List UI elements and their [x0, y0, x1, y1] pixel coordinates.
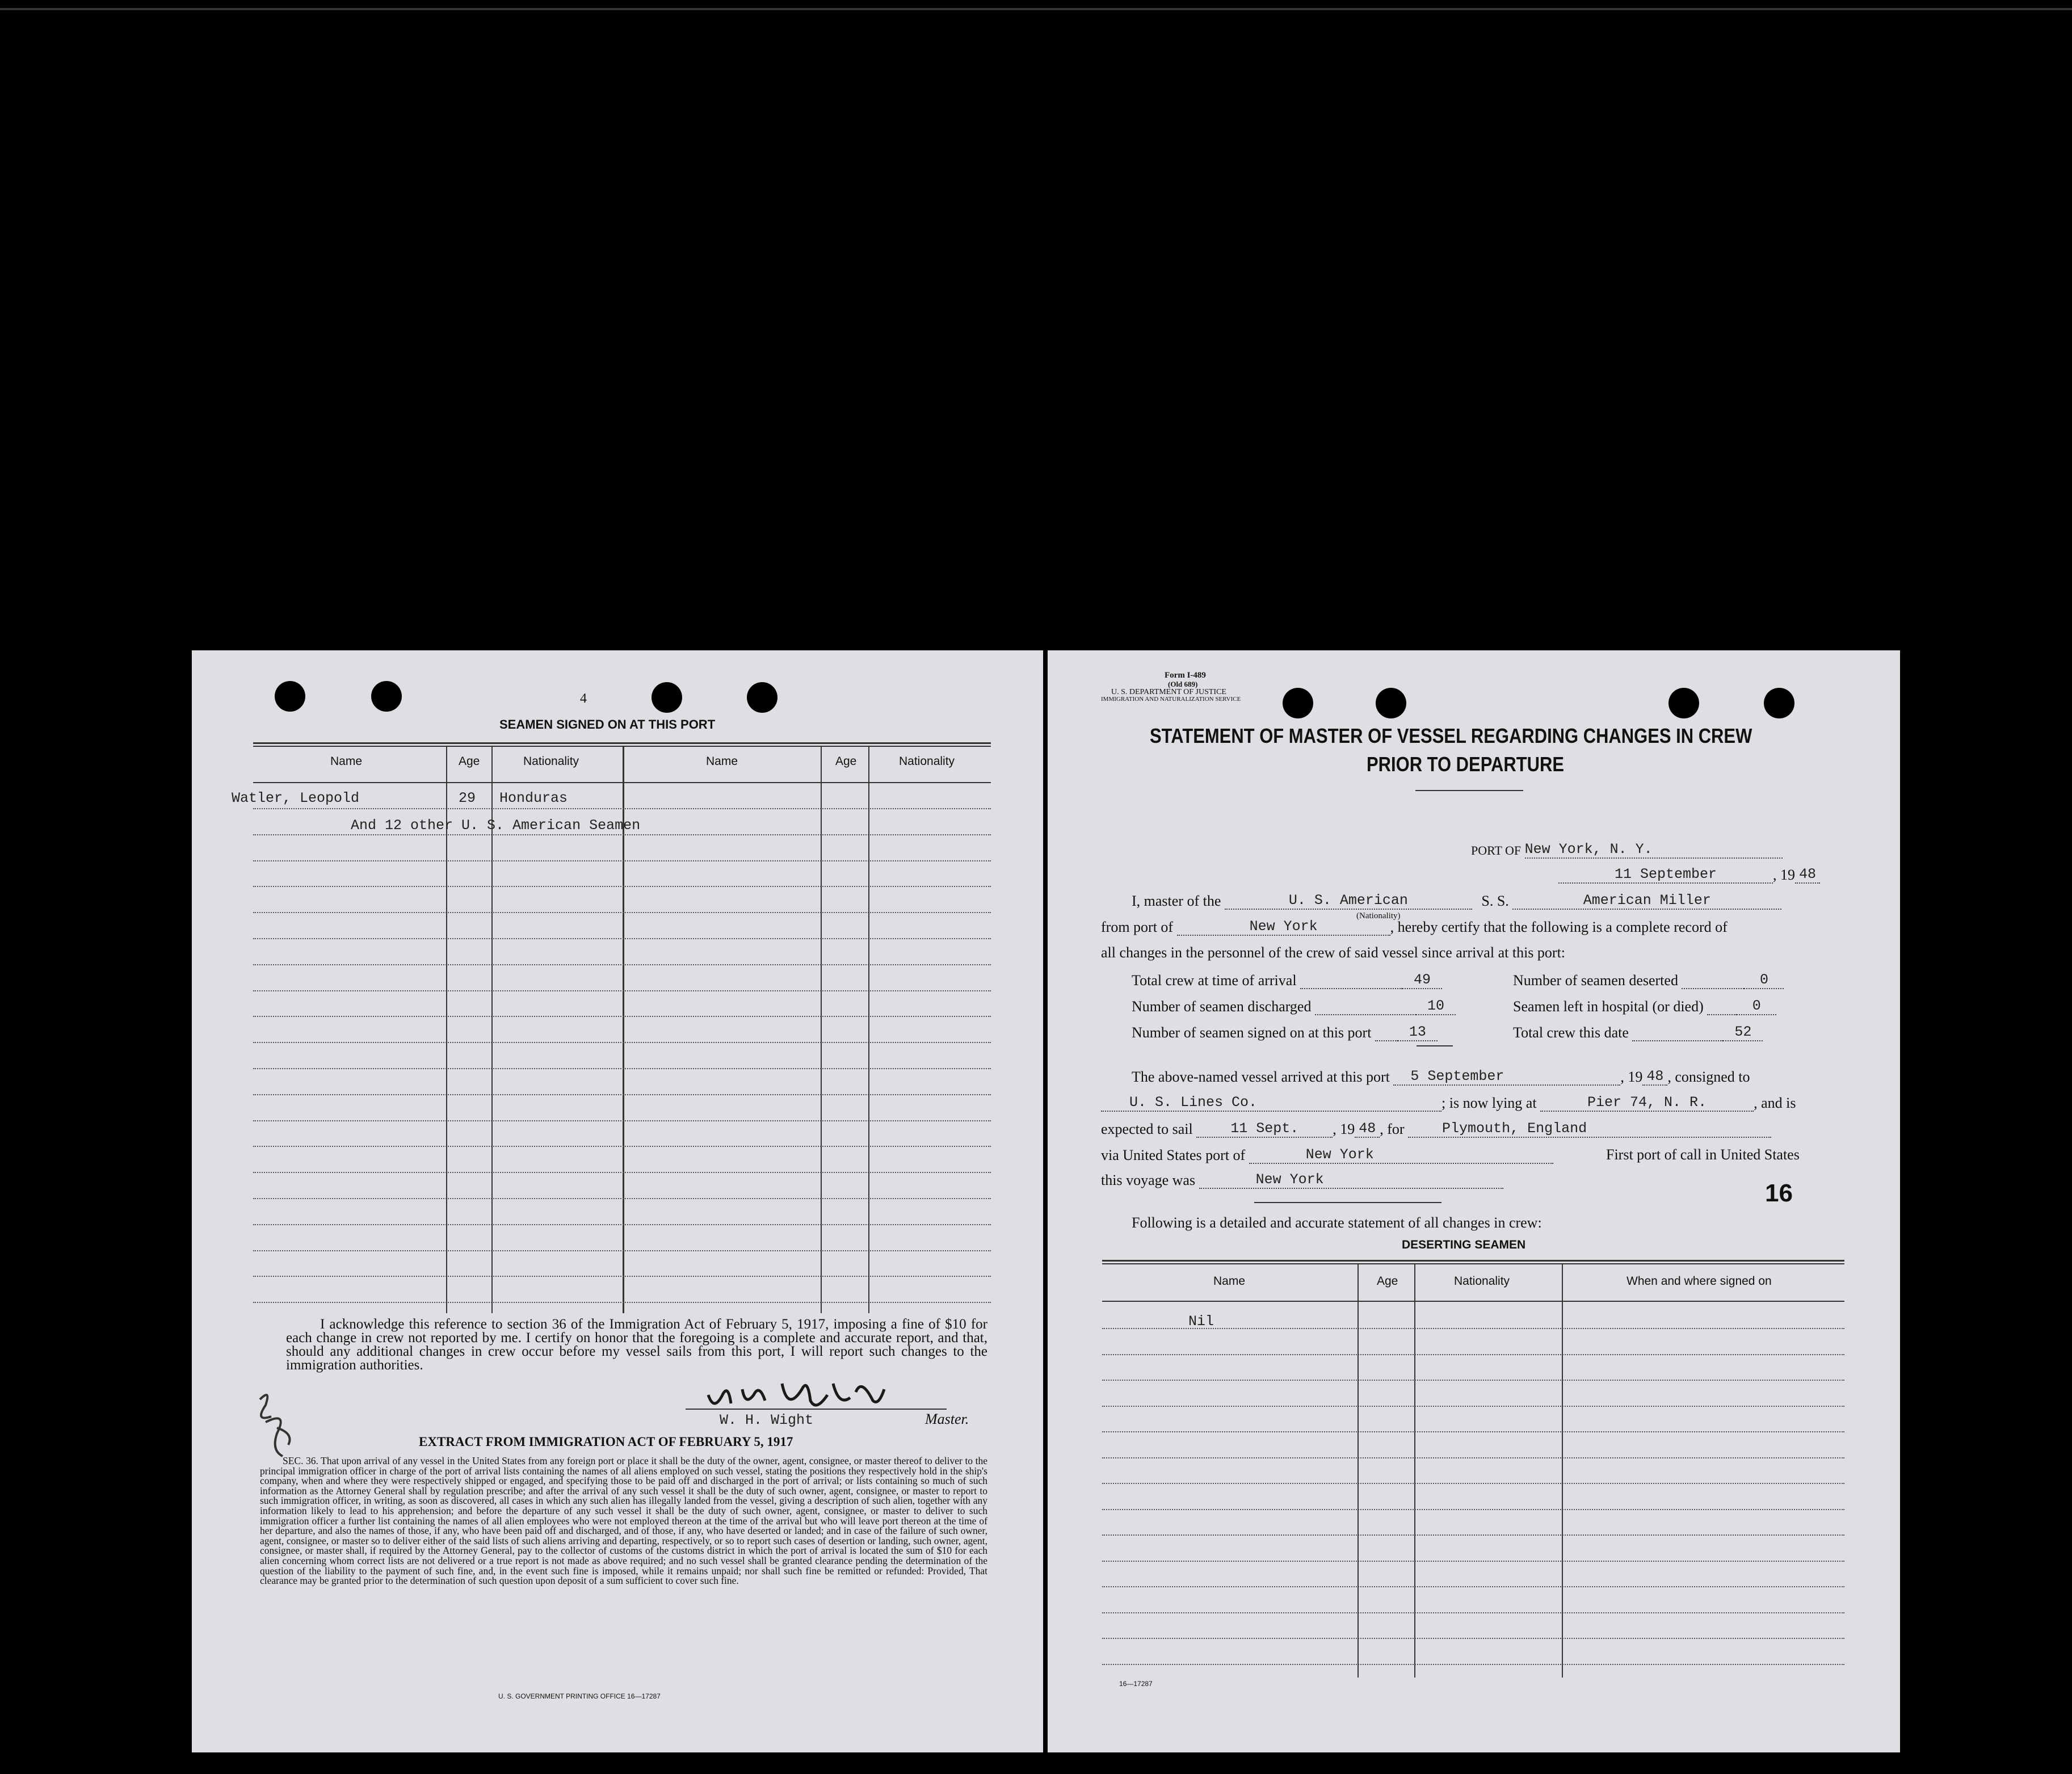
table-row-rule	[253, 1302, 991, 1303]
table-row-rule	[1102, 1638, 1844, 1639]
consignee-line	[1101, 1094, 1796, 1112]
port-label: PORT OF	[1471, 843, 1522, 857]
extract-title: EXTRACT FROM IMMIGRATION ACT OF FEBRUARY 5, 1917	[419, 1435, 793, 1449]
form-old: (Old 689)	[1168, 680, 1198, 688]
stat-label: Total crew this date	[1513, 1024, 1629, 1041]
form-number: Form I-489	[1165, 671, 1206, 680]
year-prefix: 19	[1780, 867, 1795, 883]
table-row-rule	[1102, 1354, 1844, 1355]
page-number: 4	[580, 691, 587, 706]
row-note: And 12 other U. S. American Seamen	[351, 817, 641, 834]
nationality-value: U. S. American	[1225, 892, 1472, 910]
arrived-line: The above-named vessel arrived at this port 5 September , 19 48 , consigned to	[1132, 1068, 1750, 1085]
master-label: Master.	[925, 1411, 969, 1427]
row-age: 29	[459, 790, 476, 806]
deserting-title: DESERTING SEAMEN	[1402, 1238, 1526, 1251]
year-prefix: 19	[1628, 1069, 1643, 1085]
port-line	[1471, 841, 1783, 859]
table-row-rule	[1102, 1612, 1844, 1613]
table-row-rule	[253, 1250, 991, 1251]
col-divider	[868, 746, 869, 1313]
for-label: , for	[1380, 1121, 1405, 1137]
extract-text: SEC. 36. That upon arrival of any vessel in the United States from any foreign port or place it shall be the duty of the owner, agent, consignee, or master thereof to deliver to the principal immigration officer in charge of the port of arrival lists containing the names of all aliens employed on such vessel, stating the positions they respectively hold in the ship's company, when and where they were respectively shipped or engaged, and specifying those to be paid off and discharged in the port of arrival; or lists containing so much of such information as the Attorney General shall by regulation prescribe; and after the arrival of any such vessel it shall be the duty of such owner, agent, consignee, or master to report to such immigration officer, in writing, as soon as discovered, all cases in which any such alien has illegally landed from the vessel, giving a description of such alien, together with any information likely to lead to his apprehension; and before the departure of any such vessel it shall be the duty of such owner, agent, consignee, or master to deliver to such immigration officer a further list containing the names of all alien employees who were not employed thereon at the time of the arrival but who will leave port thereon at the time of her departure, and also the names of those, if any, who have been paid off and discharged, and of those, if any, who have deserted or landed; and in case of the failure of such owner, agent, consignee, or master so to deliver either of the said lists of such aliens arriving and departing, respectively, or so to report such cases of desertion or landing, such owner, agent, consignee, or master shall, if required by the Attorney General, pay to the collector of customs of the customs district in which the port of arrival is located the sum of $10 for each alien concerning whom correct lists are not delivered or a true report is not made as above required; and no such vessel shall be granted clearance pending the determination of the question of the liability to the payment of such fine, and, in the event such fine is imposed, while it remains unpaid; nor shall such fine be remitted or refunded: Provided, That clearance may be granted prior to the determination of such question upon deposit of a sum sufficient to cover such fine.	[260, 1455, 987, 1587]
master-signature	[703, 1372, 890, 1418]
col-header-age: Age	[1377, 1275, 1398, 1288]
col-header-name: Name	[706, 755, 738, 768]
table-row-rule	[1102, 1483, 1844, 1484]
punch-hole	[652, 682, 682, 713]
from-port-line	[1101, 918, 1728, 936]
scan-top-edge	[0, 8, 2072, 10]
stat-signed-on	[1132, 1024, 1438, 1041]
col-divider	[821, 746, 822, 1313]
master-name: W. H. Wight	[720, 1412, 814, 1428]
consigned-label: , consigned to	[1667, 1069, 1750, 1085]
form-title-line2: PRIOR TO DEPARTURE	[1367, 753, 1565, 776]
sail-year: 48	[1355, 1120, 1380, 1138]
initials-mark	[249, 1388, 311, 1462]
col-header-age: Age	[459, 755, 480, 768]
table-row-rule	[253, 886, 991, 887]
stat-total-arrival	[1132, 972, 1442, 989]
section-title: SEAMEN SIGNED ON AT THIS PORT	[499, 717, 716, 732]
stamp-number: 16	[1765, 1179, 1793, 1207]
voyage-line	[1101, 1171, 1503, 1189]
punch-hole	[1376, 688, 1406, 718]
table-row-rule	[1102, 1457, 1844, 1458]
printer-mark: U. S. GOVERNMENT PRINTING OFFICE 16—17287	[498, 1692, 661, 1700]
port-value: New York, N. Y.	[1525, 841, 1783, 859]
arrived-year: 48	[1642, 1068, 1667, 1086]
stats-rule	[1417, 1045, 1453, 1046]
table-row-rule	[253, 1016, 991, 1017]
punch-hole	[1764, 688, 1794, 718]
year-prefix: 19	[1340, 1121, 1355, 1137]
col-header-name: Name	[330, 755, 363, 768]
table-top-rule	[253, 742, 991, 744]
destination: Plymouth, England	[1408, 1120, 1771, 1138]
following-text: Following is a detailed and accurate statement of all changes in crew:	[1132, 1214, 1542, 1231]
punch-hole	[371, 681, 402, 712]
certify-text: , hereby certify that the following is a complete record of	[1390, 919, 1728, 935]
stat-value: 49	[1402, 972, 1442, 989]
table-top-rule	[253, 746, 991, 747]
stat-label: Seamen left in hospital (or died)	[1513, 998, 1704, 1015]
table-row-rule	[1102, 1664, 1844, 1665]
table-row-rule	[253, 1068, 991, 1069]
certify-line2: all changes in the personnel of the crew of said vessel since arrival at this port:	[1101, 944, 1566, 961]
year-value: 48	[1795, 866, 1820, 884]
from-port-value: New York	[1177, 918, 1390, 936]
date-line: 11 September , 19 48	[1558, 866, 1820, 884]
table-row-rule	[253, 1094, 991, 1095]
stat-value: 0	[1737, 998, 1776, 1015]
date-value: 11 September	[1558, 866, 1773, 884]
stat-discharged	[1132, 998, 1456, 1015]
col-divider	[1562, 1263, 1563, 1678]
left-page	[192, 650, 1043, 1752]
table-row-rule	[1102, 1380, 1844, 1381]
ship-name: American Miller	[1512, 892, 1781, 910]
table-top-rule	[1102, 1263, 1844, 1264]
header-rule	[1102, 1301, 1844, 1302]
title-rule	[1415, 790, 1523, 791]
table-row-rule	[1102, 1406, 1844, 1407]
right-page	[1048, 650, 1900, 1752]
ss-label: S. S.	[1481, 893, 1509, 909]
acknowledgement-text: I acknowledge this reference to section 36 of the Immigration Act of February 5, 1917, imposing a fine of $10 for each change in crew not reported by me. I certify on honor that the foregoing is a complete and accurate report, and that, should any additional changes in crew occur before my vessel sails from this port, I will report such changes to the immigration authorities.	[286, 1317, 987, 1373]
stat-label: Number of seamen signed on at this port	[1132, 1024, 1372, 1041]
table-row-rule	[1102, 1586, 1844, 1587]
punch-hole	[747, 682, 777, 713]
consignee: U. S. Lines Co.	[1101, 1094, 1441, 1112]
table-row-rule	[253, 1120, 991, 1121]
pier: Pier 74, N. R.	[1540, 1094, 1754, 1112]
table-row-rule	[1102, 1509, 1844, 1510]
stat-value: 13	[1398, 1024, 1438, 1041]
via-line	[1101, 1146, 1553, 1164]
first-port-label: First port of call in United States	[1606, 1146, 1800, 1163]
nationality-caption: (Nationality)	[1356, 911, 1401, 920]
table-row-rule	[253, 912, 991, 913]
table-row-rule	[253, 860, 991, 861]
table-row-rule	[253, 990, 991, 991]
table-row-rule	[253, 1198, 991, 1199]
section-rule	[1254, 1202, 1441, 1203]
stat-label: Number of seamen discharged	[1132, 998, 1312, 1015]
col-divider	[1357, 1263, 1359, 1678]
arrived-label: The above-named vessel arrived at this port	[1132, 1069, 1390, 1085]
col-header-nationality: Nationality	[899, 755, 955, 768]
form-title-line1: STATEMENT OF MASTER OF VESSEL REGARDING CHANGES IN CREW	[1150, 724, 1752, 747]
table-row-rule	[253, 1042, 991, 1043]
header-rule	[253, 782, 991, 783]
printer-mark: 16—17287	[1119, 1680, 1153, 1688]
table-row-rule	[253, 1172, 991, 1173]
row-name: Watler, Leopold	[232, 790, 360, 806]
stat-total-date	[1513, 1024, 1763, 1041]
stat-value: 52	[1723, 1024, 1763, 1041]
stat-label: Total crew at time of arrival	[1132, 972, 1297, 989]
sail-date: 11 Sept.	[1196, 1120, 1333, 1138]
service: IMMIGRATION AND NATURALIZATION SERVICE	[1101, 696, 1241, 703]
table-row-rule	[253, 938, 991, 939]
punch-hole	[275, 681, 305, 712]
table-row-rule	[1102, 1535, 1844, 1536]
stat-deserted	[1513, 972, 1784, 989]
table-row-rule	[1102, 1561, 1844, 1562]
master-line	[1132, 892, 1781, 910]
table-row-rule	[253, 808, 991, 809]
table-row-rule	[1102, 1431, 1844, 1432]
stat-value: 0	[1744, 972, 1784, 989]
via-label: via United States port of	[1101, 1147, 1246, 1163]
row-nationality: Honduras	[499, 790, 568, 806]
department: U. S. DEPARTMENT OF JUSTICE	[1111, 688, 1226, 696]
table-row-rule	[253, 1276, 991, 1277]
expected-label: expected to sail	[1101, 1121, 1193, 1137]
voyage-port: New York	[1199, 1171, 1503, 1189]
table-top-rule	[1102, 1260, 1844, 1262]
punch-hole	[1668, 688, 1699, 718]
stat-label: Number of seamen deserted	[1513, 972, 1678, 989]
punch-hole	[1283, 688, 1313, 718]
col-header-signed-on: When and where signed on	[1627, 1275, 1772, 1288]
table-row-rule	[253, 1146, 991, 1147]
table-row-rule	[253, 964, 991, 965]
signature-line	[686, 1409, 947, 1410]
table-row-rule	[253, 834, 991, 835]
voyage-label: this voyage was	[1101, 1172, 1196, 1188]
first-entry: Nil	[1188, 1313, 1214, 1330]
master-of-label: I, master of the	[1132, 893, 1221, 909]
from-port-label: from port of	[1101, 919, 1174, 935]
col-header-age: Age	[835, 755, 857, 768]
col-divider	[1414, 1263, 1415, 1678]
lying-label: ; is now lying at	[1441, 1095, 1537, 1111]
col-header-nationality: Nationality	[1454, 1275, 1510, 1288]
stat-value: 10	[1416, 998, 1456, 1015]
stat-hospital	[1513, 998, 1776, 1015]
col-header-name: Name	[1213, 1275, 1246, 1288]
and-is-label: , and is	[1754, 1095, 1796, 1111]
table-row-rule	[253, 1224, 991, 1225]
via-port: New York	[1249, 1146, 1553, 1164]
expected-line: expected to sail 11 Sept. , 19 48 , for Plymouth, England	[1101, 1120, 1771, 1138]
col-header-nationality: Nationality	[523, 755, 579, 768]
arrived-date: 5 September	[1393, 1068, 1620, 1086]
